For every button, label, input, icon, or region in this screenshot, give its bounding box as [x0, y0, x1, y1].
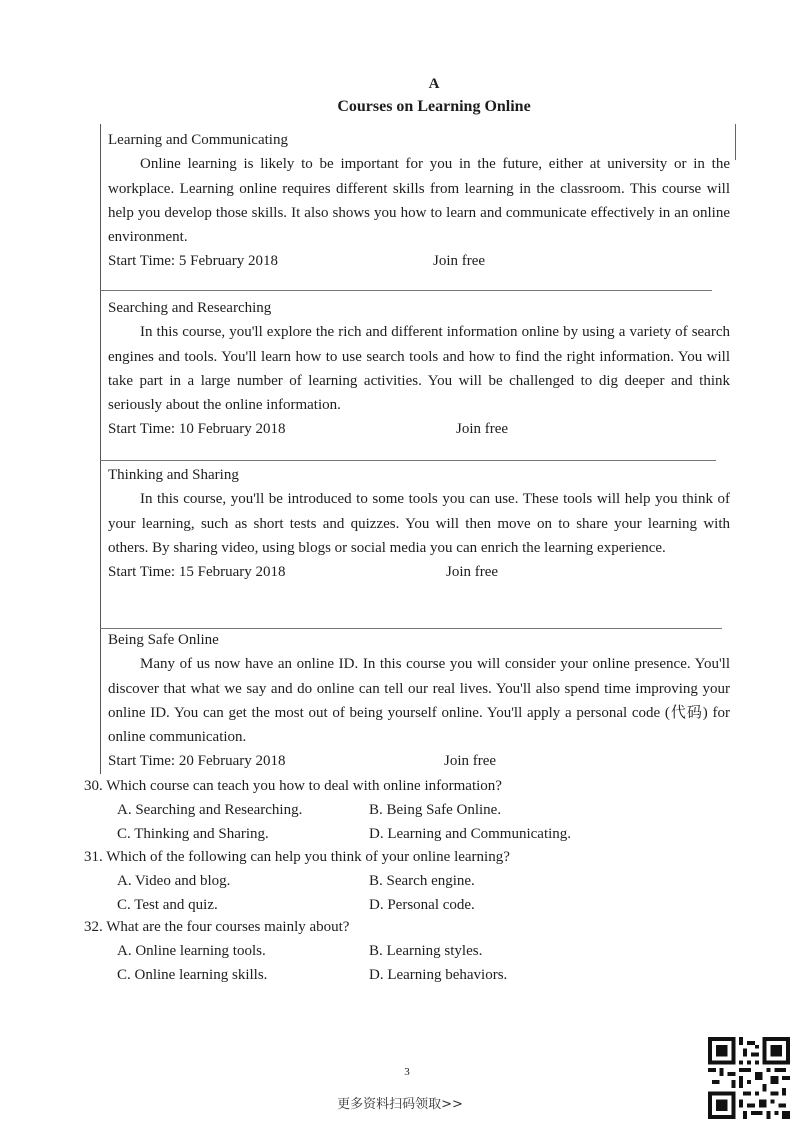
course-meta: [108, 560, 730, 584]
course-description: In this course, you'll be introduced to some tools you can use. These tools will help you think of your learning, such as short tests and quizzes. You will then move on to share your learning with others. By sharing video, using blogs or social media you can enrich the learning experience.: [108, 491, 730, 556]
option-d[interactable]: D. Learning and Communicating.: [369, 826, 572, 842]
box-edge: [735, 124, 736, 160]
course-join-label: Join free: [446, 564, 499, 581]
course-start-time: Start Time: 5 February 2018: [108, 253, 279, 270]
course-searching-researching: [108, 296, 730, 442]
passage-title: Courses on Learning Online: [337, 98, 531, 115]
option-b[interactable]: B. Learning styles.: [369, 943, 483, 959]
option-b[interactable]: B. Search engine.: [369, 873, 475, 889]
question-stem: 30. Which course can teach you how to deal with online information?: [84, 778, 502, 794]
page-number: 3: [404, 1066, 410, 1078]
footer-scan-prompt: 更多资料扫码领取>>: [337, 1097, 463, 1112]
question-30: [84, 774, 724, 846]
course-divider: [100, 460, 716, 461]
answer-options: [117, 939, 724, 987]
course-start-time: Start Time: 20 February 2018: [108, 753, 286, 770]
course-meta: [108, 417, 730, 441]
course-learning-communicating: [108, 128, 730, 274]
section-letter: A: [428, 76, 440, 92]
option-a[interactable]: A. Online learning tools.: [117, 943, 266, 959]
course-description: Many of us now have an online ID. In this course you will consider your online presence. You'll discover that what we say and do online can tell our real lives. You'll also spend time improving your online ID. You can get the most out of being yourself online. You'll apply a personal code (代码) for online communication.: [108, 656, 730, 746]
option-c[interactable]: C. Thinking and Sharing.: [117, 826, 269, 842]
course-start-time: Start Time: 10 February 2018: [108, 421, 286, 438]
course-start-time: Start Time: 15 February 2018: [108, 564, 286, 581]
course-divider: [100, 290, 712, 291]
option-c[interactable]: C. Online learning skills.: [117, 967, 268, 983]
course-join-label: Join free: [456, 421, 509, 438]
answer-options: [117, 798, 724, 846]
course-description: In this course, you'll explore the rich and different information online by using a variety of search engines and tools. You'll learn how to use search tools and how to find the right information. You will take part in a large number of learning activities. You will be challenged to dig deeper and think seriously about the online information.: [108, 324, 730, 414]
answer-options: [117, 869, 724, 917]
question-stem: 31. Which of the following can help you think of your online learning?: [84, 849, 510, 865]
course-name: Learning and Communicating: [108, 132, 288, 148]
course-thinking-sharing: [108, 463, 730, 584]
course-name: Thinking and Sharing: [108, 467, 239, 483]
question-32: [84, 915, 724, 987]
option-a[interactable]: A. Searching and Researching.: [117, 802, 303, 818]
question-31: [84, 845, 724, 917]
course-being-safe-online: [108, 628, 730, 774]
option-a[interactable]: A. Video and blog.: [117, 873, 231, 889]
course-join-label: Join free: [444, 753, 497, 770]
option-b[interactable]: B. Being Safe Online.: [369, 802, 502, 818]
question-stem: 32. What are the four courses mainly about?: [84, 919, 350, 935]
course-join-label: Join free: [433, 253, 486, 270]
option-d[interactable]: D. Personal code.: [369, 897, 475, 913]
course-name: Searching and Researching: [108, 300, 272, 316]
option-d[interactable]: D. Learning behaviors.: [369, 967, 508, 983]
course-meta: [108, 249, 730, 273]
option-c[interactable]: C. Test and quiz.: [117, 897, 218, 913]
course-description: Online learning is likely to be important for you in the future, either at university or in the workplace. Learning online requires different skills from learning in the classroom. This course will help you develop those skills. It also shows you how to learn and communicate effectively in an online environment.: [108, 156, 730, 246]
course-name: Being Safe Online: [108, 632, 219, 648]
course-meta: [108, 749, 730, 773]
qr-code-icon[interactable]: [708, 1037, 790, 1119]
